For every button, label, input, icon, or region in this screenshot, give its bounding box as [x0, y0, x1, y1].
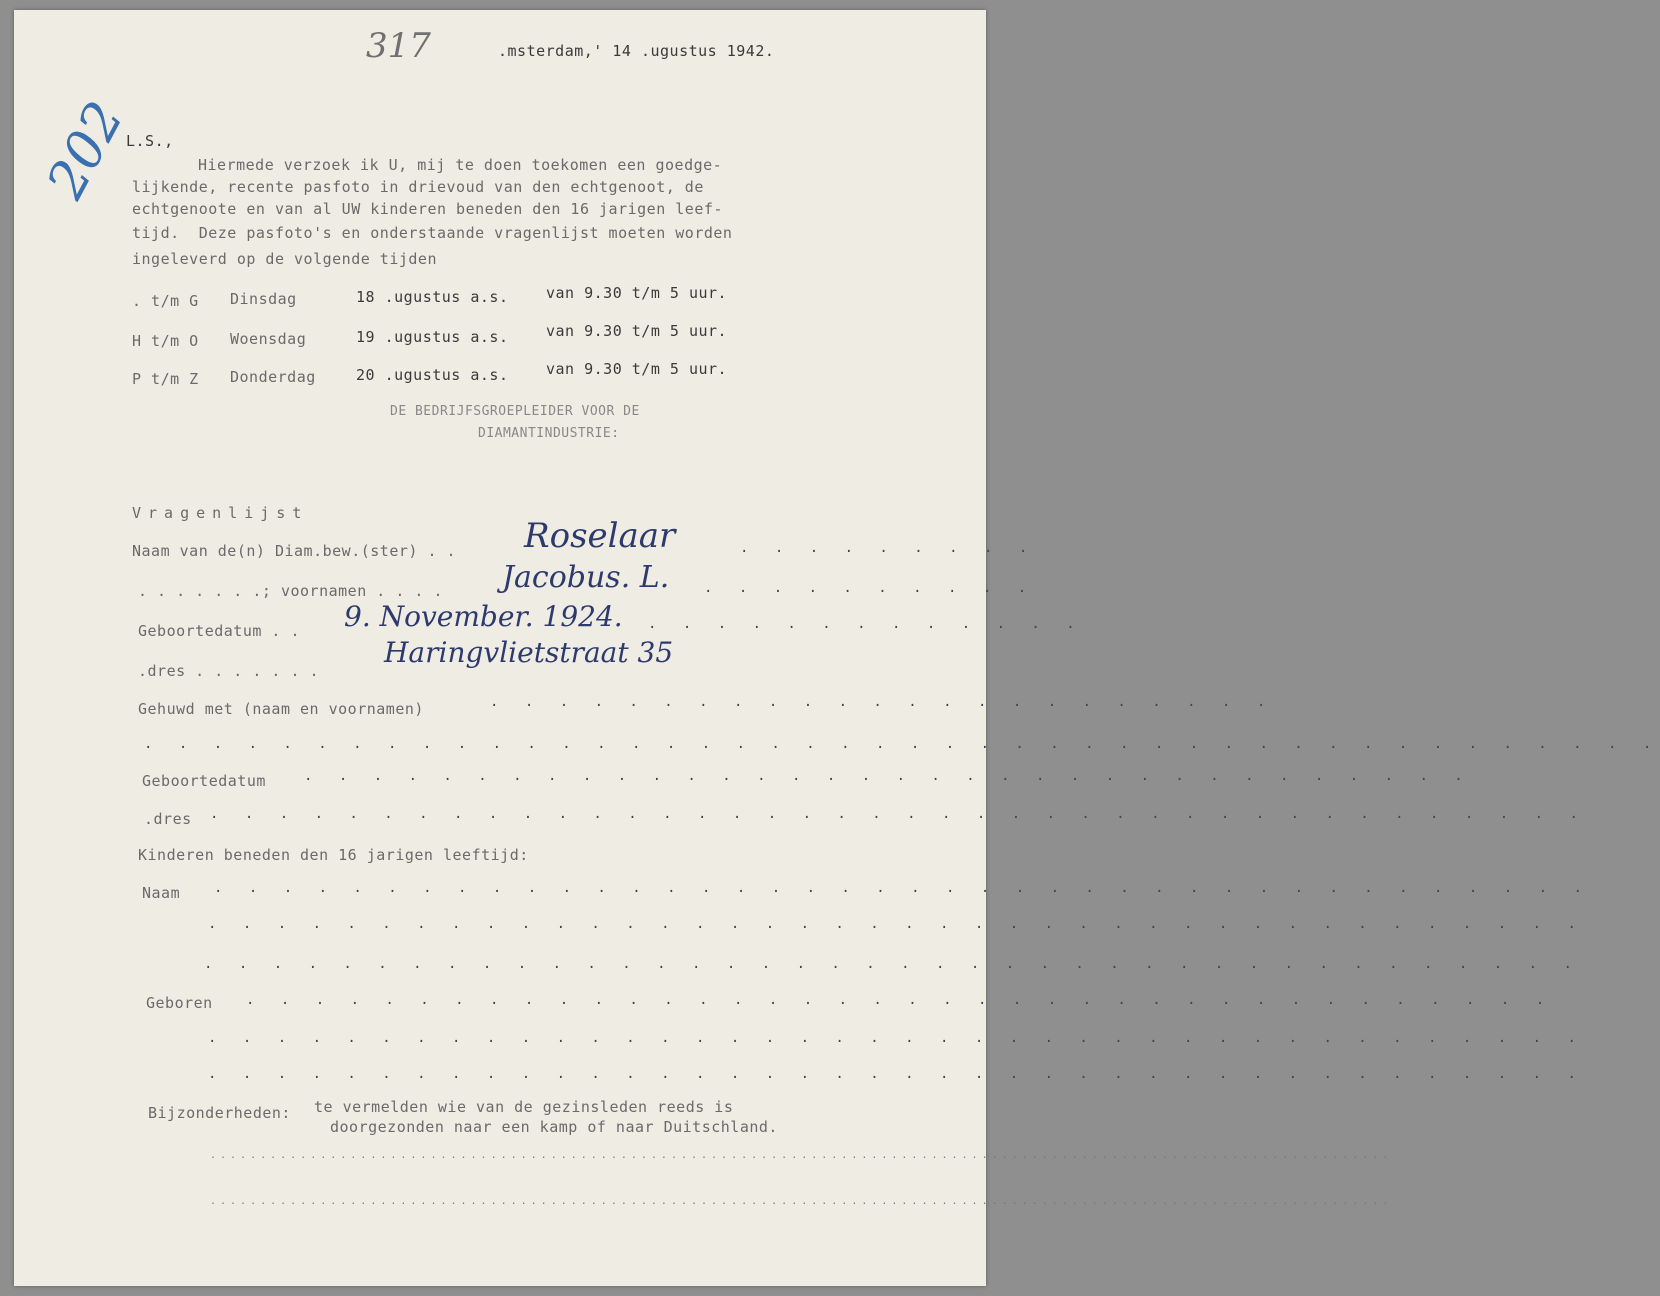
spouse-birth-label: Geboortedatum — [142, 772, 266, 790]
remarks-label: Bijzonderheden: — [148, 1104, 291, 1122]
salutation: L.S., — [126, 132, 174, 150]
dotted-line: . . . . . . . . . . . . . . . . . . . . . . . . . . . . . . . . . . . . . . . . — [208, 1030, 1585, 1046]
spouse-address-label: .dres — [144, 810, 192, 828]
name-value: Roselaar — [524, 516, 676, 556]
address-label: .dres . . . . . . . — [138, 662, 320, 680]
body-line-2: lijkende, recente pasfoto in drievoud van den echtgenoot, de — [132, 178, 704, 196]
dotted-line: . . . . . . . . . . . . . . . . . . . . . . . . . . . . . . . . . . . . . . . . — [208, 916, 1585, 932]
dotted-line: . . . . . . . . . . . . . . . . . . . . . . . . . . . . . . . . . . . . . . . . — [210, 806, 1587, 822]
document-page: 317 202 .msterdam,' 14 .ugustus 1942. L.S., Hiermede verzoek ik U, mij te doen toekomen een goedge- lijkende, recente pasfoto in drievoud van den echtgenoot, de echtgenoote en van al UW kinderen beneden den 16 jarigen leef- tijd. Deze pasfoto's en onderstaande vragenlijst moeten worden ingeleverd op de volgende tijden . t/m G Dinsdag 18 .ugustus a.s. van 9.30 t/m 5 uur. H t/m O Woensdag 19 .ugustus a.s. van 9.30 t/m 5 uur. P t/m Z Donderdag 20 .ugustus a.s. van 9.30 t/m 5 uur. DE BEDRIJFSGROEPLEIDER VOOR DE DIAMANTINDUSTRIE: Vragenlijst Naam van de(n) Diam.bew.(ster) . . Roselaar . . . . . . . . . . . . . . . .; voornamen . . . . Jacobus. L. . . . . . . . . . . Geboortedatum . . 9. November. 1924. . . . . . . . . . . . . . .dres . . . . . . . Haringvlietstraat 35 Gehuwd met (naam en voornamen) . . . . . . . . . . . . . . . . . . . . . . . . . . . . . . . . . . . . . . . . . . . . . . . . . . . . . . . . . . . . . . . . . . . Geboortedatum . . . . . . . . . . . . . . . . . . . . . . . . . . . . . . . . . . .dres . . . . . . . . . . . . . . . . . . . . . . . . . . . . . . . . . . . . . . . . Kinderen beneden den 16 jarigen leeftijd: Naam . . . . . . . . . . . . . . . . . . . . . . . . . . . . . . . . . . . . . . . . . . . . . . . . . . . . . . . . . . . . . . . . . . . . . . . . . . . . . . . . . . . . . . . . . . . . . . . . . . . . . . . . . . . . . . . . . . . . . . . . Geboren . . . . . . . . . . . . . . . . . . . . . . . . . . . . . . . . . . . . . . . . . . . . . . . . . . . . . . . . . . . . . . . . . . . . . . . . . . . . . . . . . . . . . . . . . . . . . . . . . . . . . . . . . . . . . . . . . . . . . . Bijzonderheden: te vermelden wie van de gezinsleden reeds is doorgezonden naar een kamp of naar Duitschland. ...................................................................................................................... ...................................................................................................................... — [14, 10, 986, 1286]
dotted-line: . . . . . . . . . . . . . . . . . . . . . . . . . . . . . . . . . . — [304, 768, 1472, 784]
dotted-line: . . . . . . . . . . . . . . . . . . . . . . . . . . . . . . . . . . . . . . — [246, 992, 1554, 1008]
spouse-label: Gehuwd met (naam en voornamen) — [138, 700, 424, 718]
first-names-value: Jacobus. L. — [502, 560, 670, 595]
remarks-text-1: te vermelden wie van de gezinsleden reeds is — [314, 1098, 734, 1116]
birth-value: 9. November. 1924. — [344, 600, 623, 633]
form-title: Vragenlijst — [132, 504, 309, 522]
dotted-line: . . . . . . . . . . . . . . . . . . . . . . . . . . . . . . . . . . . . . . . . — [214, 880, 1591, 896]
signature-line-1: DE BEDRIJFSGROEPLEIDER VOOR DE — [390, 404, 640, 419]
dotted-line: . . . . . . . . . — [740, 540, 1037, 556]
dotted-line: . . . . . . . . . . . . . . . . . . . . . . . — [490, 694, 1275, 710]
address-value: Haringvlietstraat 35 — [384, 636, 674, 669]
dotted-line: . . . . . . . . . . — [704, 580, 1036, 596]
dotted-line: . . . . . . . . . . . . . . . . . . . . . . . . . . . . . . . . . . . . . . . . — [204, 956, 1581, 972]
dotted-line: . . . . . . . . . . . . . . . . . . . . . . . . . . . . . . . . . . . . . . . . — [208, 1066, 1585, 1082]
signature-line-2: DIAMANTINDUSTRIE: — [478, 426, 620, 441]
birth-label: Geboortedatum . . — [138, 622, 301, 640]
body-line-1: Hiermede verzoek ik U, mij te doen toekomen een goedge- — [198, 156, 723, 174]
child-born-label: Geboren — [146, 994, 213, 1012]
date-line: .msterdam,' 14 .ugustus 1942. — [498, 42, 775, 60]
remarks-text-2: doorgezonden naar een kamp of naar Duitschland. — [330, 1118, 778, 1136]
body-line-5: ingeleverd op de volgende tijden — [132, 250, 437, 268]
body-line-4: tijd. Deze pasfoto's en onderstaande vragenlijst moeten worden — [132, 224, 733, 242]
child-name-label: Naam — [142, 884, 181, 902]
dotted-line: . . . . . . . . . . . . . — [648, 616, 1084, 632]
body-line-3: echtgenoote en van al UW kinderen beneden den 16 jarigen leef- — [132, 200, 723, 218]
first-names-label: . . . . . . .; voornamen . . . . — [138, 582, 443, 600]
blue-ink-number: 202 — [36, 92, 136, 209]
dotted-line: . . . . . . . . . . . . . . . . . . . . . . . . . . . . . . . . . . . . . . . . . . . . — [144, 736, 1660, 752]
pencil-number: 317 — [366, 26, 431, 66]
name-label: Naam van de(n) Diam.bew.(ster) . . — [132, 542, 457, 560]
dotted-line: ...................................................................................................................... — [210, 1150, 1393, 1161]
dotted-line: ...................................................................................................................... — [210, 1196, 1393, 1207]
children-label: Kinderen beneden den 16 jarigen leeftijd: — [138, 846, 529, 864]
